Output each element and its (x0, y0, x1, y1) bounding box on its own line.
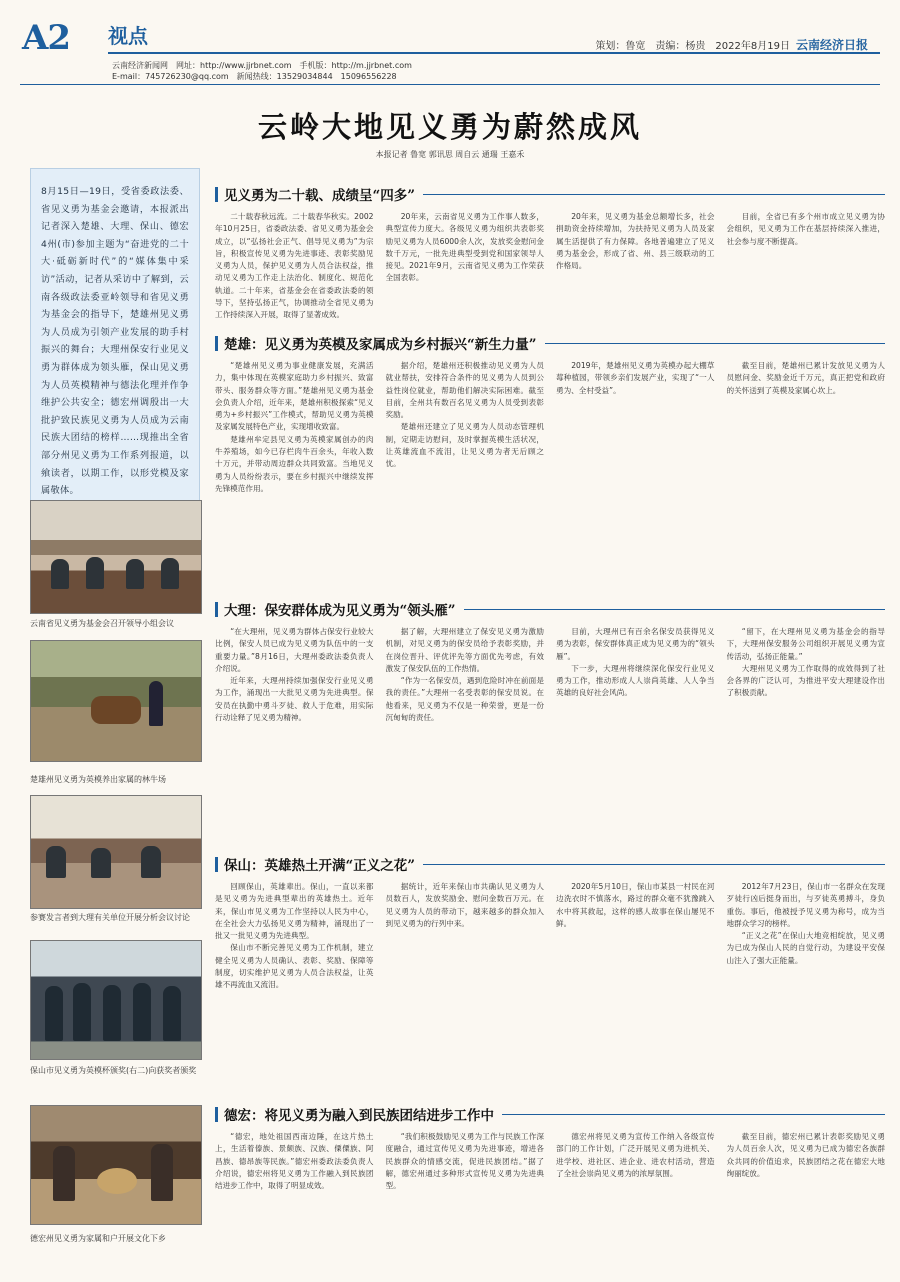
section-4-title: 保山：英雄热土开满“正义之花” (224, 858, 416, 874)
paragraph: “正义之花”在保山大地竞相绽放，见义勇为已成为保山人民的自觉行动，为建设平安保山注入了强大正能量。 (726, 931, 885, 965)
section-5-title: 德宏：将见义勇为融入到民族团结进步工作中 (224, 1108, 494, 1124)
section-3-col (215, 626, 374, 834)
section-4-col (556, 881, 715, 1107)
paragraph: “德宏，地处祖国西南边陲，在这片热土上，生活着傣族、景颇族、汉族、傈僳族、阿昌族、德昂族等民族。”德宏州委政法委负责人介绍说，德宏州将见义勇为工作融入到民族团结进步工作中，取得了明显成效。 (215, 1132, 374, 1191)
section-1-col (215, 211, 374, 331)
photo-village-culture (30, 1105, 202, 1225)
paragraph: 德宏州将见义勇为宣传工作纳入各级宣传部门的工作计划，广泛开展见义勇为进机关、进学校、进社区、进企业、进农村活动，营造了全社会崇尚见义勇为的浓厚氛围。 (556, 1132, 715, 1178)
paragraph: 下一步，大理州将继续深化保安行业见义勇为工作，推动形成人人崇尚英雄、人人争当英雄的良好社会风尚。 (556, 663, 715, 698)
section-4-col (215, 881, 374, 1107)
section-5-col (215, 1131, 374, 1279)
section-rule (502, 1114, 885, 1115)
paragraph: 目前，全省已有多个州市成立见义勇为协会组织，见义勇为工作在基层持续深入推进，社会参与度不断提高。 (726, 212, 885, 246)
photo-meeting (30, 500, 202, 614)
section-rule (464, 609, 885, 610)
paragraph: 据统计，近年来保山市共确认见义勇为人员数百人，发放奖励金、慰问金数百万元。在见义勇为人员的带动下，越来越多的群众加入到见义勇为的行列中来。 (385, 882, 544, 928)
section-1-body (215, 211, 885, 331)
paragraph: “在大理州，见义勇为群体占保安行业较大比例，保安人员已成为见义勇为队伍中的一支重要力量。”8月16日，大理州委政法委负责人介绍说。 (215, 627, 374, 673)
paragraph: 2012年7月23日，保山市一名群众在发现歹徒行凶后挺身而出，与歹徒英勇搏斗，身负重伤。事后，他被授予见义勇为称号，成为当地群众学习的榜样。 (726, 882, 885, 928)
paragraph: “楚雄州见义勇为事业健康发展，充满活力，集中体现在英模家庭助力乡村振兴、致富带头、服务群众等方面。”楚雄州见义勇为基金会负责人介绍，近年来，楚雄州积极探索“见义勇为+乡村振兴”工作模式，帮助见义勇为英模及家属发展特色产业，实现增收致富。 (215, 361, 374, 432)
section-marker (215, 602, 218, 617)
paragraph: 大理州见义勇为工作取得的成效得到了社会各界的广泛认可，为推进平安大理建设作出了积极贡献。 (726, 663, 885, 698)
section-rule (423, 194, 885, 195)
paragraph: 2020年5月10日，保山市某县一村民在河边洗衣时不慎落水，路过的群众毫不犹豫跳入水中将其救起，这样的感人故事在保山屡见不鲜。 (556, 882, 715, 928)
section-5-heading (215, 1103, 885, 1125)
editors-text: 策划：鲁宽 责编：杨贵 2022年8月19日 (595, 41, 790, 52)
paragraph: 近年来，大理州持续加强保安行业见义勇为工作，涌现出一大批见义勇为先进典型。保安员在执勤中勇斗歹徒、救人于危难，用实际行动诠释了见义勇为精神。 (215, 676, 374, 723)
section-2-body (215, 360, 885, 588)
section-4 (215, 853, 885, 1107)
caption-photo3: 参赛发言者到大理有关单位开展分析会议讨论 (30, 913, 190, 922)
section-5-col (556, 1131, 715, 1279)
section-5-col (386, 1131, 545, 1279)
section-1-title: 见义勇为二十载、成绩呈“四多” (224, 188, 416, 204)
section-3-col (556, 626, 715, 834)
section-1-col (727, 211, 886, 331)
section-3-col (727, 626, 886, 834)
paragraph: 保山市不断完善见义勇为工作机制，建立健全见义勇为人员确认、表彰、奖励、保障等制度，切实维护见义勇为人员合法权益，让英雄不再流血又流泪。 (215, 943, 374, 990)
section-5 (215, 1103, 885, 1279)
paragraph: 20年来，见义勇为基金总额增长多，社会捐助资金持续增加，为扶持见义勇为人员及家属生活提供了有力保障。各地普遍建立了见义勇为基金会，形成了省、州、县三级联动的工作格局。 (556, 212, 715, 271)
paragraph: 2019年，楚雄州见义勇为英模办起大棚草莓种植园，带领乡亲们发展产业，实现了“一人勇为、全村受益”。 (556, 361, 715, 395)
section-2-col (386, 360, 545, 588)
section-4-col (727, 881, 886, 1107)
paragraph: “我们积极鼓励见义勇为工作与民族工作深度融合，通过宣传见义勇为先进事迹，增进各民族群众的情感交流，促进民族团结。”据了解，德宏州通过多种形式宣传见义勇为先进典型。 (385, 1132, 544, 1191)
paragraph: 目前，大理州已有百余名保安员获得见义勇为表彰，保安群体真正成为见义勇为的“领头雁”。 (556, 627, 715, 661)
section-2 (215, 332, 885, 588)
section-5-body (215, 1131, 885, 1279)
section-marker (215, 336, 218, 351)
paragraph: 20年来，云南省见义勇为工作事人数多，典型宣传力度大。各级见义勇为组织共表彰奖励见义勇为人员6000余人次，发放奖金慰问金数千万元，一批先进典型受到党和国家领导人接见。2021年9月，云南省见义勇为工作荣获全国表彰。 (385, 212, 544, 283)
section-3-body (215, 626, 885, 834)
section-3-col (386, 626, 545, 834)
section-1 (215, 183, 885, 331)
header-rule-bottom (20, 84, 880, 85)
paper-name: 云南经济日报 (795, 38, 868, 52)
byline: 本报记者 鲁宽 郭讯思 周自云 通瑞 王嘉禾 (375, 150, 525, 159)
section-3 (215, 598, 885, 834)
paragraph: “留下，在大理州见义勇为基金会的指导下，大理州保安服务公司组织开展见义勇为宣传活动，弘扬正能量。” (726, 627, 885, 661)
paragraph: 二十载春秋远流。二十载春华秋实。2002年10月25日，省委政法委、省见义勇为基金会成立，以“弘扬社会正气、倡导见义勇为”为宗旨，积极宣传见义勇为先进事迹、表彰奖励见义勇为人员，保护见义勇为人员合法权益，推动见义勇为工作走上法治化、制度化、规范化轨道。二十年来，省基金会在省委政法委的领导下，坚持弘扬正气，协调推动全省见义勇为工作持续深入开展，取得了显著成效。 (215, 212, 374, 320)
section-3-title: 大理：保安群体成为见义勇为“领头雁” (224, 603, 456, 619)
caption-photo1: 云南省见义勇为基金会召开领导小组会议 (30, 619, 174, 628)
section-1-col (386, 211, 545, 331)
section-1-col (556, 211, 715, 331)
header-info-line1: 云南经济新闻网 网址：http://www.jjrbnet.com 手机版：http://m.jjrbnet.com (112, 61, 412, 70)
section-name: 视点 (108, 24, 148, 48)
photo-police-award (30, 940, 202, 1060)
section-marker (215, 857, 218, 872)
section-2-title: 楚雄：见义勇为英模及家属成为乡村振兴“新生力量” (224, 337, 537, 353)
section-2-heading (215, 332, 885, 354)
paragraph: 据了解，大理州建立了保安见义勇为激励机制，对见义勇为的保安员给予表彰奖励，并在岗位晋升、评优评先等方面优先考虑，有效激发了保安队伍的工作热情。 (385, 627, 544, 673)
intro-box: 8月15日—19日，受省委政法委、省见义勇为基金会邀请，本报派出记者深入楚雄、大理、保山、德宏4州(市)参加主题为“奋进党的二十大·砥砺新时代”的“媒体集中采访”活动，记者从采访中了解到，云南各级政法委亚岭领导和省见义勇为基金会的指导下，楚雄州见义勇为人员成为引领产业发展的助手村振兴的舞台；大理州保安行业见义勇为群体成为领头雁，保山见义勇为人员英模精神与德法化理并作争维护公共安全；德宏州调殷出一大批护致民族见义勇为人员成为云南民族大团结的榜样……现推出全省部分州见义勇为工作系列报道，以飨读者，以期工作，以形党模及家属敬体。 (30, 168, 200, 592)
paragraph: 截至目前，楚雄州已累计发放见义勇为人员慰问金、奖励金近千万元，真正把党和政府的关怀送到了英模及家属心坎上。 (726, 361, 885, 395)
caption-photo5: 德宏州见义勇为家属和户开展文化下乡 (30, 1234, 166, 1243)
section-5-col (727, 1131, 886, 1279)
caption-photo2: 楚雄州见义勇为英模养出家属的林牛场 (30, 775, 166, 784)
section-1-heading (215, 183, 885, 205)
paragraph: 楚雄州牟定县见义勇为英模家属创办的肉牛养殖场，如今已存栏肉牛百余头，年收入数十万元，并带动周边群众共同致富。当地见义勇为人员纷纷表示，要在乡村振兴中继续发挥先锋模范作用。 (215, 434, 374, 493)
section-4-body (215, 881, 885, 1107)
section-3-heading (215, 598, 885, 620)
section-marker (215, 1107, 218, 1122)
paragraph: 回顾保山，英雄辈出。保山，一直以来都是见义勇为先进典型辈出的英雄热土。近年来，保山市见义勇为工作坚持以人民为中心，在全社会大力弘扬见义勇为精神，涌现出了一批又一批见义勇为先进典型。 (215, 882, 374, 941)
paragraph: 据介绍，楚雄州还积极推动见义勇为人员就业帮扶，安排符合条件的见义勇为人员到公益性岗位就业，帮助他们解决实际困难。截至目前，全州共有数百名见义勇为人员受到表彰奖励。 (385, 361, 544, 420)
section-rule (423, 864, 885, 865)
photo-cattle-farm (30, 640, 202, 762)
header-editors (595, 36, 868, 53)
section-2-col (556, 360, 715, 588)
section-4-heading (215, 853, 885, 875)
header-info-line2: E-mail：745726230@qq.com 新闻热线：13529034844 15096556228 (112, 72, 397, 81)
paragraph: 楚雄州还建立了见义勇为人员动态管理机制，定期走访慰问，及时掌握英模生活状况，让英雄流血不流泪，让见义勇为者无后顾之忧。 (385, 422, 544, 469)
section-2-col (215, 360, 374, 588)
page-number: A2 (22, 18, 71, 58)
paragraph: “作为一名保安员，遇到危险时冲在前面是我的责任。”大理州一名受表彰的保安员说。在他看来，见义勇为不仅是一种荣誉，更是一份沉甸甸的责任。 (385, 676, 544, 723)
caption-photo4: 保山市见义勇为英模杯颁奖(右二)向获奖者颁奖 (30, 1066, 197, 1075)
section-2-col (727, 360, 886, 588)
section-marker (215, 187, 218, 202)
section-rule (545, 343, 885, 344)
headline: 云岭大地见义勇为蔚然成风 (257, 110, 642, 144)
paragraph: 截至目前，德宏州已累计表彰奖励见义勇为人员百余人次，见义勇为已成为德宏各族群众共同的价值追求，民族团结之花在德宏大地绚丽绽放。 (726, 1132, 885, 1178)
photo-office-meeting (30, 795, 202, 909)
section-4-col (386, 881, 545, 1107)
